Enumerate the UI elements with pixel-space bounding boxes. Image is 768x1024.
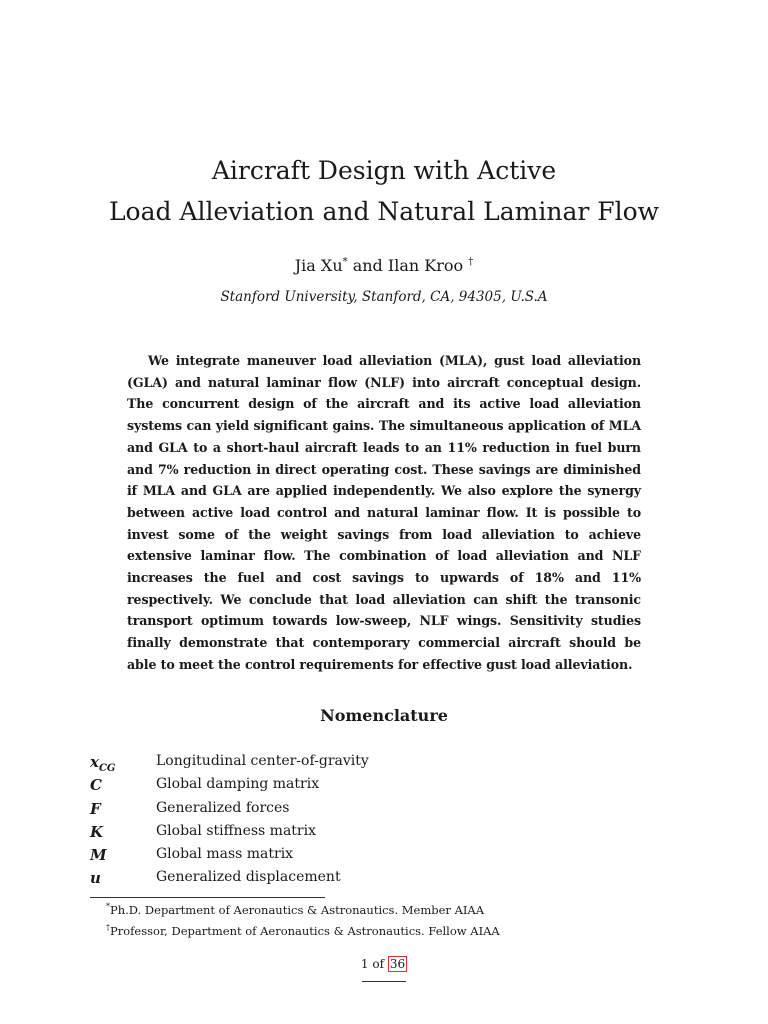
author-name: Jia Xu <box>294 256 343 275</box>
footnote-mark: † <box>106 922 110 932</box>
nomenclature-item <box>90 776 690 799</box>
footnote-mark: * <box>106 902 110 911</box>
nomenclature-item <box>90 846 690 869</box>
paper-title-line-2: Load Alleviation and Natural Laminar Flow <box>108 197 660 226</box>
nomenclature-definition: Global mass matrix <box>156 846 294 863</box>
nomenclature-item <box>90 753 690 776</box>
nomenclature-item <box>90 869 690 892</box>
paper-title-line-1: Aircraft Design with Active <box>211 156 557 185</box>
nomenclature-item <box>90 800 690 823</box>
footnote <box>106 898 500 919</box>
affiliation: Stanford University, Stanford, CA, 94305, U.S.A <box>220 289 548 305</box>
nomenclature-symbol: M <box>90 846 107 865</box>
page-total-link[interactable]: 36 <box>389 957 406 971</box>
nomenclature-symbol: C <box>90 776 102 795</box>
author-connector: and <box>347 256 388 275</box>
nomenclature-definition: Generalized displacement <box>156 869 341 886</box>
nomenclature-symbol: F <box>90 799 101 818</box>
abstract: We integrate maneuver load alleviation (MLA), gust load alleviation (GLA) and natural laminar flow (NLF) into aircraft conceptual design. The concurrent design of the aircraft and its active load alleviation systems can yield significant gains. The simultaneous application of MLA and GLA to a short-haul aircraft leads to an 11% reduction in fuel burn and 7% reduction in direct operating cost. These savings are diminished if MLA and GLA are applied independently. We also explore the synergy between active load control and natural laminar flow. It is possible to invest some of the weight savings from load alleviation to achieve extensive laminar flow. The combination of load alleviation and NLF increases the fuel and cost savings to upwards of 18% and 11% respectively. We conclude that load alleviation can shift the transonic transport optimum towards low-sweep, NLF wings. Sensitivity studies finally demonstrate that contemporary commercial aircraft should be able to meet the control requirements for effective gust load alleviation. <box>127 353 641 672</box>
nomenclature-symbol: K <box>90 822 104 841</box>
author-line <box>0 256 768 275</box>
nomenclature-item <box>90 823 690 846</box>
page-number <box>0 957 768 971</box>
author-name: Ilan Kroo <box>387 256 464 275</box>
nomenclature-definition: Global damping matrix <box>156 776 320 793</box>
author-footnote-mark: † <box>468 256 474 268</box>
page-number-underline <box>362 981 406 982</box>
nomenclature-heading: Nomenclature <box>320 706 448 725</box>
nomenclature-definition: Global stiffness matrix <box>156 822 316 839</box>
nomenclature-definition: Generalized forces <box>156 799 290 816</box>
footnote-text: Ph.D. Department of Aeronautics & Astronautics. Member AIAA <box>110 902 485 917</box>
page-number-prefix: 1 of <box>360 957 388 971</box>
footnote-text: Professor, Department of Aeronautics & Astronautics. Fellow AIAA <box>110 923 500 938</box>
footnote <box>106 919 500 940</box>
footnotes <box>106 898 500 940</box>
nomenclature-symbol: $x_{CG}$ <box>90 753 116 774</box>
author-footnote-mark: * <box>342 256 348 268</box>
nomenclature-definition: Longitudinal center-of-gravity <box>156 753 369 769</box>
nomenclature-list <box>90 753 690 893</box>
nomenclature-symbol: u <box>90 869 101 888</box>
